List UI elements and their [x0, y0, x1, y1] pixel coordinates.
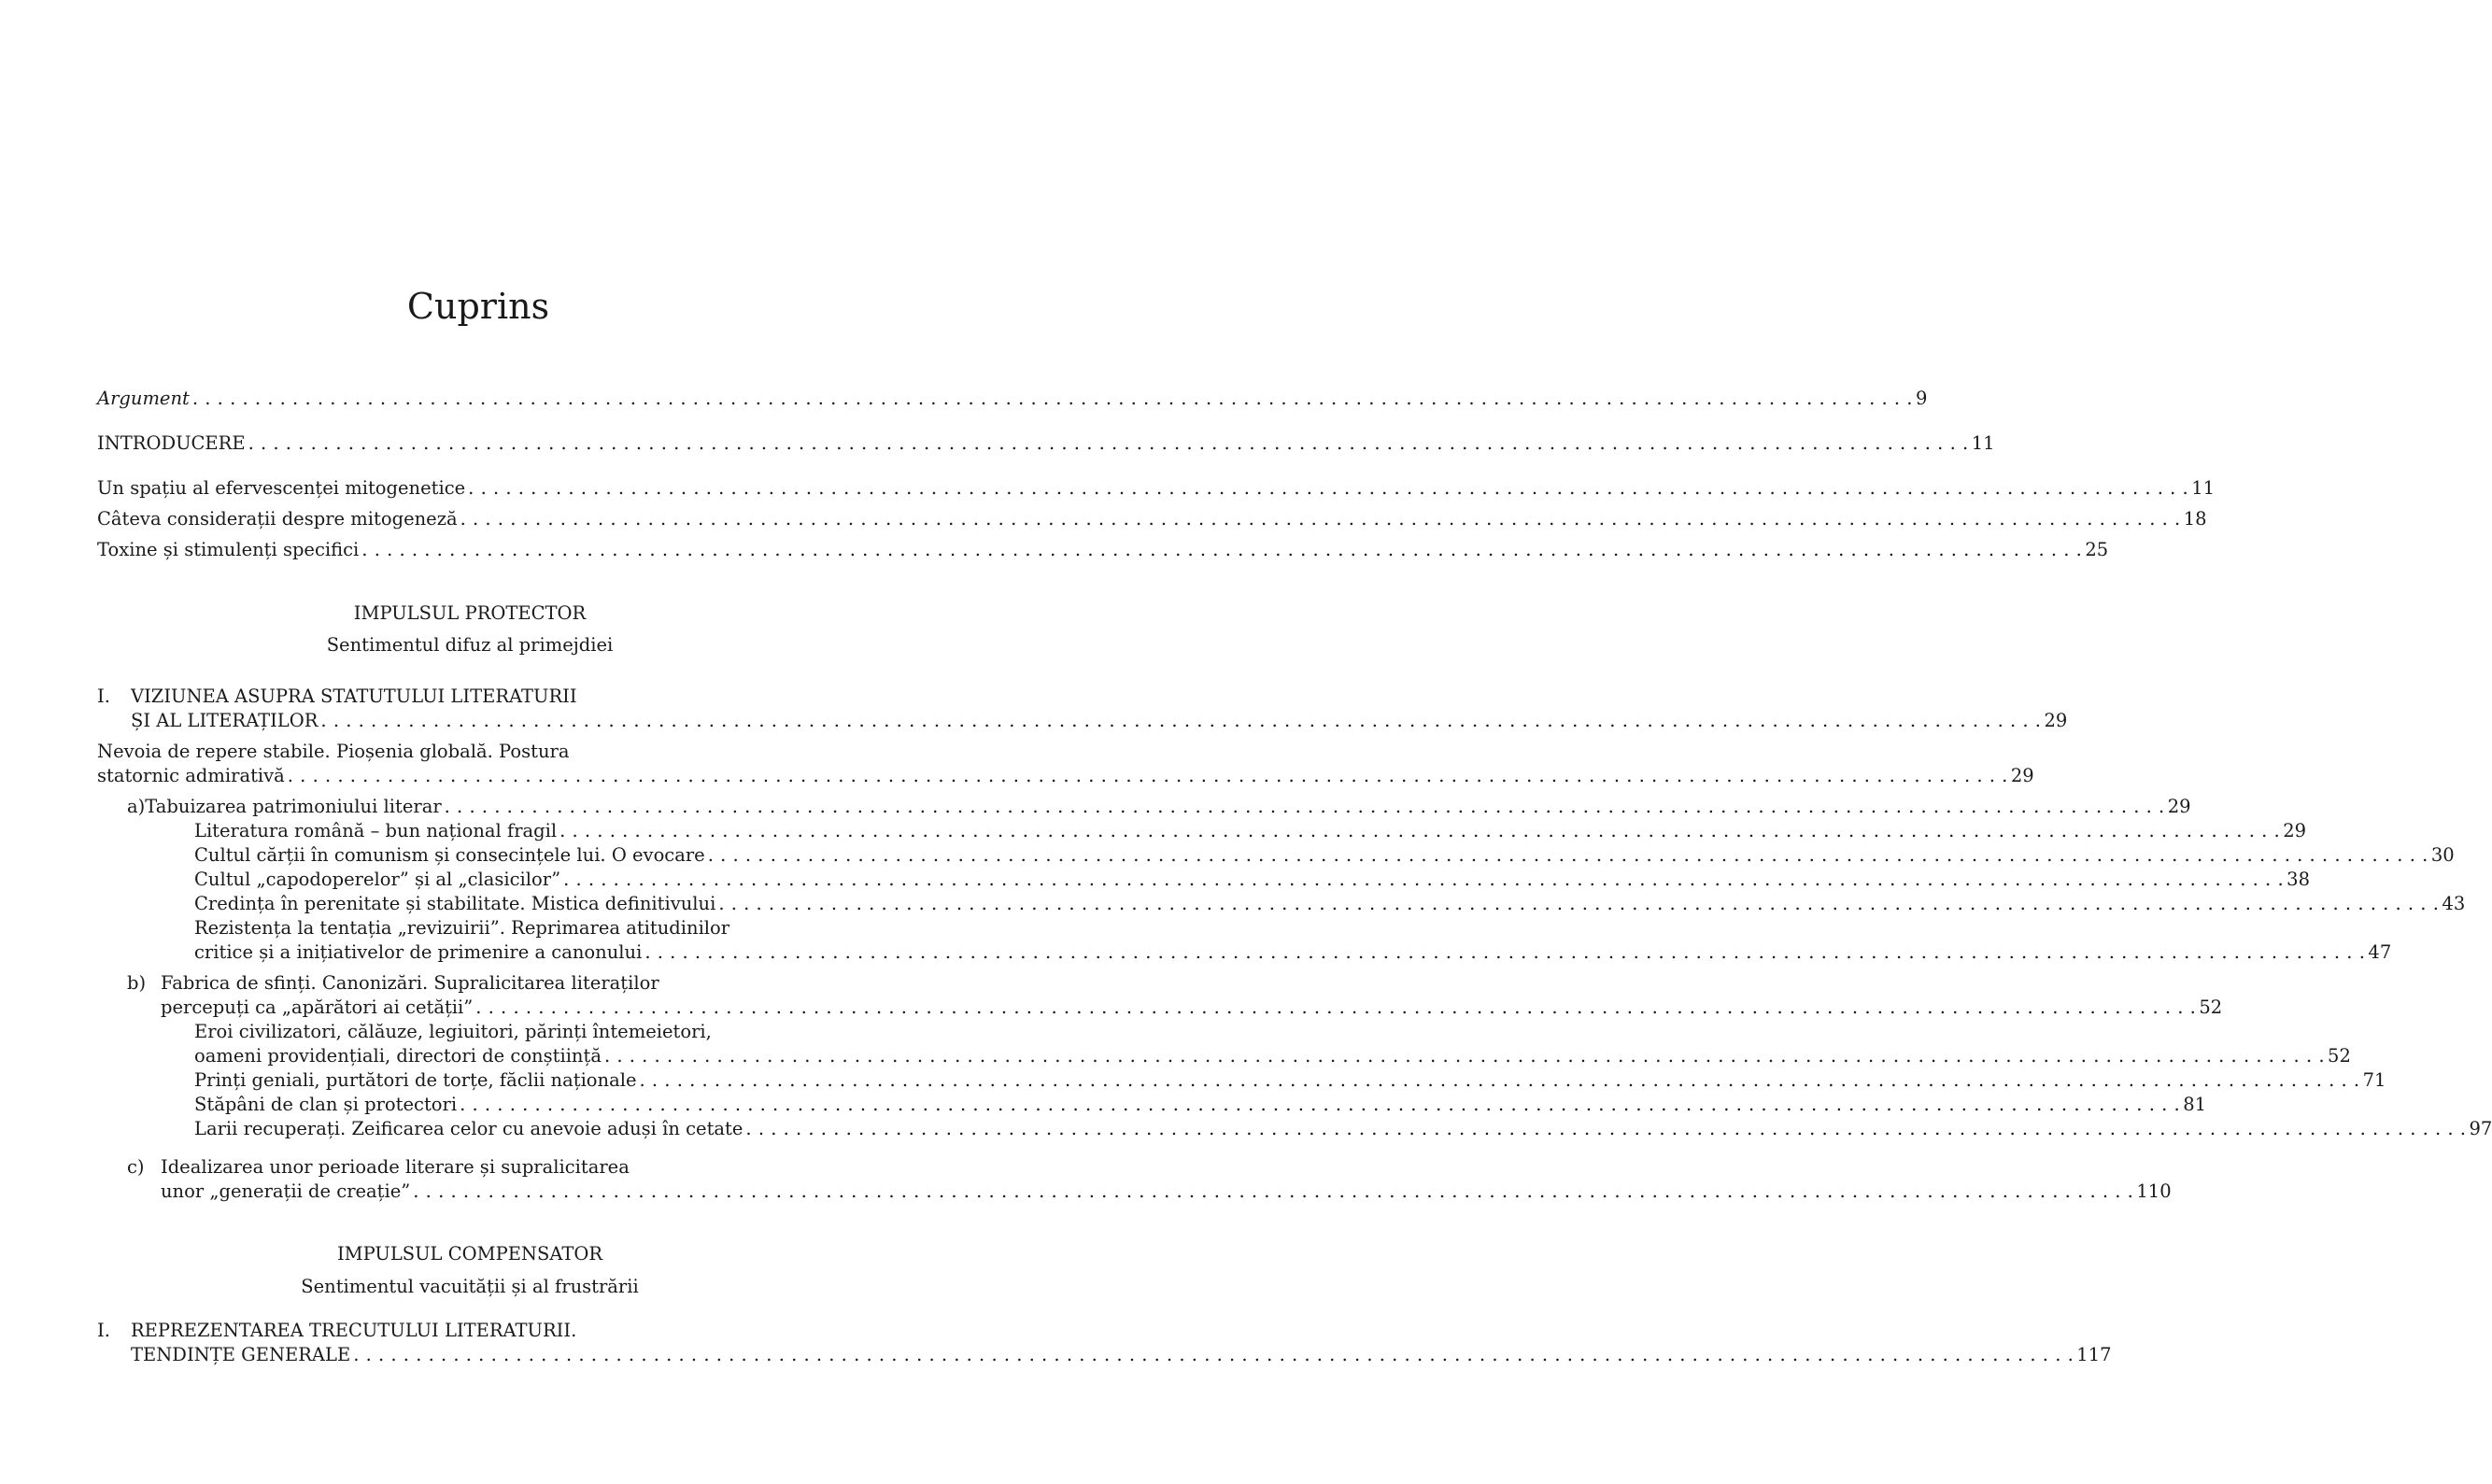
dot-leader: [468, 476, 2188, 501]
toc-entry[interactable]: [194, 843, 2455, 868]
dot-leader: [445, 795, 2165, 819]
toc-page-number: 29: [2044, 710, 2068, 731]
toc-entry[interactable]: [194, 940, 2392, 965]
toc-entry-label: Larii recuperați. Zeificarea celor cu anevoie aduși în cetate: [194, 1118, 743, 1139]
toc-entry-label: Cultul cărții în comunism și consecințele lui. O evocare: [194, 844, 705, 866]
toc-entry-line: Rezistența la tentația „revizuirii”. Reprimarea atitudinilor: [194, 917, 730, 939]
toc-entry-chapter[interactable]: [131, 709, 2068, 733]
toc-page-number: 97: [2469, 1118, 2492, 1139]
toc-entry-label: Un spațiu al efervescenței mitogenetice: [97, 477, 466, 499]
toc-entry-chapter[interactable]: [131, 1343, 2112, 1367]
toc-page-number: 81: [2183, 1094, 2207, 1115]
toc-entry-label: Câteva considerații despre mitogeneză: [97, 508, 458, 530]
toc-entry[interactable]: [194, 1068, 2386, 1093]
toc-entry-label: Tabuizarea patrimoniului literar: [145, 796, 442, 817]
toc-page-number: 43: [2442, 893, 2466, 914]
dot-leader: [460, 507, 2181, 531]
section-title: Idealizarea unor perioade literare și supralicitarea: [161, 1156, 630, 1178]
section-label: a): [127, 796, 146, 817]
toc-entry-label: oameni providențiali, directori de conștiință: [194, 1045, 602, 1067]
dot-leader: [745, 1117, 2466, 1141]
toc-page-number: 71: [2362, 1069, 2386, 1091]
toc-entry-label: TENDINȚE GENERALE: [131, 1344, 351, 1365]
toc-page-number: 52: [2328, 1045, 2351, 1067]
toc-page-number: 29: [2010, 765, 2034, 786]
toc-entry-label: Prinți geniali, purtători de torțe, făclii naționale: [194, 1069, 637, 1091]
toc-entry[interactable]: [194, 1044, 2351, 1068]
toc-entry-line: Eroi civilizatori, călăuze, legiuitori, părinți întemeietori,: [194, 1021, 712, 1042]
toc-entry-label: ȘI AL LITERAȚILOR: [131, 710, 319, 731]
toc-entry-label: statornic admirativă: [97, 765, 285, 786]
toc-entry-argument[interactable]: [97, 387, 1928, 411]
toc-page-number: 117: [2076, 1344, 2112, 1365]
toc-entry[interactable]: [194, 868, 2310, 892]
toc-entry[interactable]: [194, 892, 2466, 916]
toc-page-number: 11: [2191, 477, 2216, 499]
chapter-title: REPREZENTAREA TRECUTULUI LITERATURII.: [131, 1320, 577, 1341]
dot-leader: [563, 868, 2284, 892]
toc-section-b[interactable]: [161, 996, 2223, 1020]
toc-entry-label: percepuți ca „apărători ai cetății”: [161, 996, 474, 1018]
toc-page-number: 30: [2430, 844, 2455, 866]
toc-page-number: 25: [2085, 539, 2109, 560]
toc-entry[interactable]: [194, 819, 2307, 843]
toc-entry-label: Toxine și stimulenți specifici: [97, 539, 360, 560]
dot-leader: [475, 996, 2196, 1020]
dot-leader: [604, 1044, 2325, 1068]
toc-page-number: 52: [2199, 996, 2223, 1018]
toc-page-number: 18: [2183, 508, 2207, 530]
dot-leader: [640, 1068, 2360, 1093]
toc-entry-label: Literatura română – bun național fragil: [194, 820, 558, 841]
toc-entry-label: Argument: [97, 388, 190, 409]
toc-page-number: 29: [2167, 796, 2191, 817]
dot-leader: [413, 1180, 2133, 1204]
part-heading: IMPULSUL COMPENSATOR: [336, 1243, 603, 1265]
toc-page-number: 9: [1915, 388, 1928, 409]
chapter-number: I.: [97, 685, 110, 707]
toc-entry[interactable]: [97, 764, 2034, 788]
toc-entry-label: unor „generații de creație”: [161, 1180, 411, 1202]
toc-entry-label: INTRODUCERE: [97, 432, 246, 454]
dot-leader: [708, 843, 2428, 868]
part-heading: IMPULSUL PROTECTOR: [353, 602, 587, 624]
dot-leader: [248, 431, 1969, 456]
dot-leader: [644, 940, 2365, 965]
toc-section-c-line: [127, 1155, 842, 1180]
chapter-title: VIZIUNEA ASUPRA STATUTULUI LITERATURII: [131, 685, 577, 707]
section-label: b): [127, 972, 147, 994]
toc-page-number: 47: [2368, 941, 2392, 963]
toc-page-number: 110: [2136, 1180, 2172, 1202]
toc-entry-label: critice și a inițiativelor de primenire a canonului: [194, 941, 643, 963]
toc-entry-label: Credința în perenitate și stabilitate. Mistica definitivului: [194, 893, 716, 914]
page-title: Cuprins: [406, 286, 550, 327]
dot-leader: [320, 709, 2041, 733]
toc-page-number: 29: [2283, 820, 2307, 841]
chapter-title-line: [97, 1319, 842, 1343]
dot-leader: [288, 764, 2008, 788]
toc-entry-label: Cultul „capodoperelor” și al „clasicilor”: [194, 869, 561, 890]
toc-entry[interactable]: [194, 1117, 2492, 1141]
dot-leader: [718, 892, 2439, 916]
chapter-number: I.: [97, 1320, 110, 1341]
section-label: c): [127, 1156, 145, 1178]
toc-entry[interactable]: [97, 538, 2109, 562]
dot-leader: [353, 1343, 2074, 1367]
toc-section-b-line: [127, 971, 842, 996]
toc-entry[interactable]: [97, 507, 2207, 531]
dot-leader: [192, 387, 1913, 411]
part-subheading: Sentimentul vacuității și al frustrării: [301, 1276, 639, 1297]
toc-page-number: 38: [2287, 869, 2310, 890]
toc-entry-introducere[interactable]: [97, 431, 1995, 456]
toc-section-a[interactable]: [127, 795, 2191, 819]
toc-page-number: 11: [1971, 432, 1995, 454]
dot-leader: [460, 1093, 2180, 1117]
dot-leader: [361, 538, 2082, 562]
dot-leader: [559, 819, 2280, 843]
section-title: Fabrica de sfinți. Canonizări. Supralicitarea literaților: [161, 972, 659, 994]
part-subheading: Sentimentul difuz al primejdiei: [326, 634, 614, 656]
toc-entry[interactable]: [97, 476, 2216, 501]
chapter-title-line: [97, 685, 842, 709]
toc-entry[interactable]: [194, 1093, 2207, 1117]
toc-section-c[interactable]: [161, 1180, 2172, 1204]
toc-entry-line: Nevoia de repere stabile. Pioșenia globală. Postura: [97, 741, 570, 762]
toc-entry-label: Stăpâni de clan și protectori: [194, 1094, 458, 1115]
